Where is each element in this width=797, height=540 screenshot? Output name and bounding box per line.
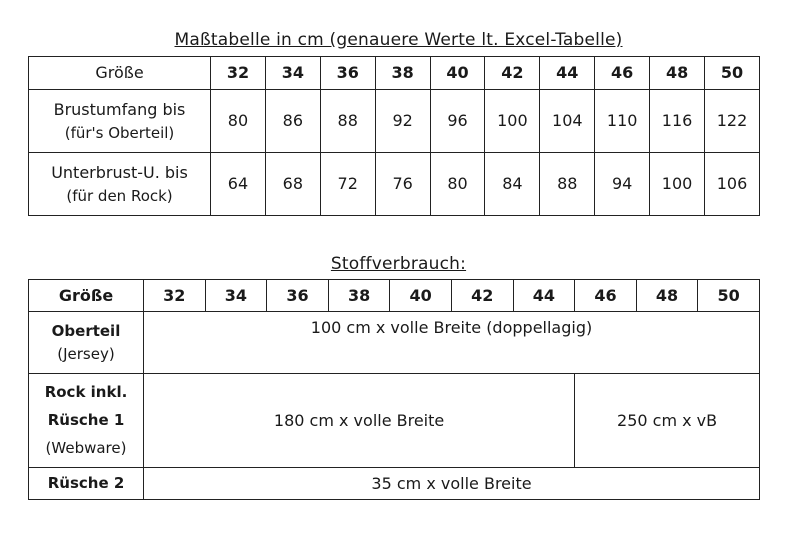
table-cell: 64 — [211, 153, 266, 216]
row-label-main: Brustumfang bis — [53, 99, 186, 119]
size-header: 42 — [451, 280, 513, 312]
row-label — [29, 90, 211, 153]
size-header: 48 — [650, 57, 705, 90]
table-cell: 110 — [595, 90, 650, 153]
size-header: 48 — [636, 280, 698, 312]
size-header: 36 — [267, 280, 329, 312]
size-header: 38 — [328, 280, 390, 312]
table-row — [29, 312, 760, 374]
row-label — [29, 374, 144, 468]
measure-table-title: Maßtabelle in cm (genauere Werte lt. Excel-Tabelle) — [174, 30, 623, 50]
size-header: 46 — [595, 57, 650, 90]
row-label-main: Oberteil — [51, 321, 121, 340]
table-cell: 88 — [540, 153, 595, 216]
table-cell: 122 — [705, 90, 760, 153]
fabric-table-title: Stoffverbrauch: — [330, 254, 467, 274]
fabric-value: 100 cm x volle Breite (doppellagig) — [144, 312, 760, 374]
fabric-value: 35 cm x volle Breite — [144, 468, 760, 500]
fabric-table — [28, 279, 760, 500]
size-header: 38 — [375, 57, 430, 90]
table-cell: 72 — [320, 153, 375, 216]
size-header: 32 — [211, 57, 266, 90]
table-cell: 96 — [430, 90, 485, 153]
row-label-sub: (für's Oberteil) — [64, 123, 175, 142]
row-label-main: Rock inkl. — [44, 383, 128, 402]
size-header: 34 — [205, 280, 267, 312]
table-cell: 80 — [430, 153, 485, 216]
size-header: 40 — [390, 280, 452, 312]
table-cell: 94 — [595, 153, 650, 216]
table-cell: 92 — [375, 90, 430, 153]
table-cell: 80 — [211, 90, 266, 153]
size-header: 34 — [265, 57, 320, 90]
size-header: 44 — [513, 280, 575, 312]
row-label-sub: (Webware) — [45, 438, 127, 457]
table-cell: 100 — [485, 90, 540, 153]
size-header: 32 — [144, 280, 206, 312]
table-row — [29, 90, 760, 153]
table-row — [29, 374, 760, 468]
measure-table — [28, 56, 760, 216]
table-cell: 68 — [265, 153, 320, 216]
row-label-sub: (für den Rock) — [66, 186, 173, 205]
measure-header-label: Größe — [29, 57, 211, 90]
measure-header-row — [29, 57, 760, 90]
fabric-header-row — [29, 280, 760, 312]
table-cell: 88 — [320, 90, 375, 153]
row-label-main: Rüsche 1 — [47, 411, 125, 430]
table-row — [29, 153, 760, 216]
size-header: 46 — [575, 280, 637, 312]
table-cell: 116 — [650, 90, 705, 153]
fabric-header-label: Größe — [29, 280, 144, 312]
table-cell: 100 — [650, 153, 705, 216]
size-header: 50 — [705, 57, 760, 90]
row-label: Rüsche 2 — [29, 468, 144, 500]
fabric-value: 250 cm x vB — [575, 374, 760, 468]
table-cell: 84 — [485, 153, 540, 216]
size-header: 36 — [320, 57, 375, 90]
row-label-sub: (Jersey) — [57, 344, 115, 363]
size-header: 50 — [698, 280, 760, 312]
table-cell: 104 — [540, 90, 595, 153]
table-cell: 86 — [265, 90, 320, 153]
size-header: 42 — [485, 57, 540, 90]
table-row — [29, 468, 760, 500]
size-header: 44 — [540, 57, 595, 90]
row-label — [29, 153, 211, 216]
table-cell: 106 — [705, 153, 760, 216]
size-header: 40 — [430, 57, 485, 90]
row-label-main: Unterbrust-U. bis — [51, 162, 188, 182]
fabric-value: 180 cm x volle Breite — [144, 374, 575, 468]
row-label — [29, 312, 144, 374]
table-cell: 76 — [375, 153, 430, 216]
